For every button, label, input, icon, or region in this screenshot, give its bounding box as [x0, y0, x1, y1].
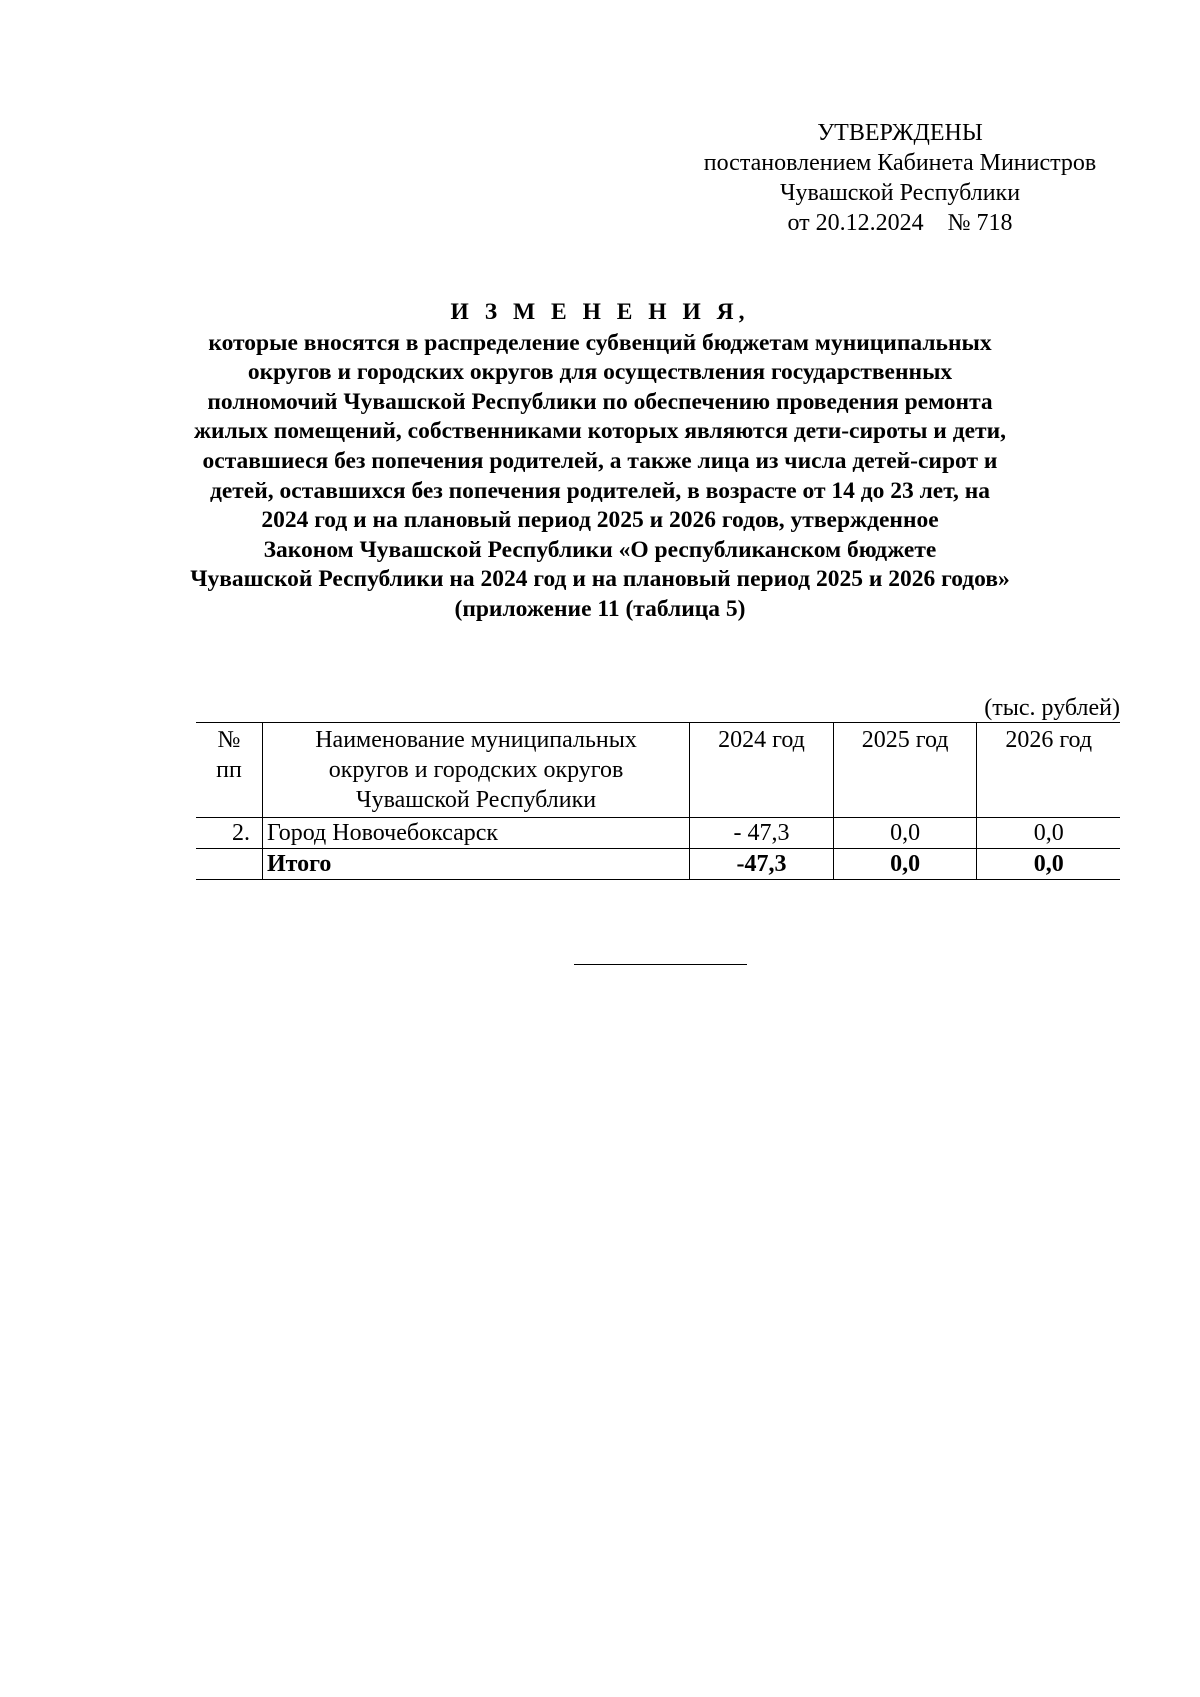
header-year-2026: 2026 год — [977, 723, 1120, 818]
row-value-2025: 0,0 — [833, 818, 977, 849]
header-year-2025: 2025 год — [833, 723, 977, 818]
subvention-table — [196, 722, 1120, 880]
header-name-line: округов и городских округов — [328, 757, 624, 783]
row-value-2026: 0,0 — [977, 818, 1120, 849]
header-number-symbol: № — [217, 727, 241, 753]
title-line: которые вносятся в распределение субвенций бюджетам муниципальных — [208, 329, 992, 356]
approval-line-date-number: от 20.12.2024 № 718 — [787, 210, 1013, 236]
document-heading: И З М Е Н Е Н И Я, — [450, 299, 750, 325]
header-name-line: Наименование муниципальных — [315, 727, 637, 753]
title-line: оставшиеся без попечения родителей, а также лица из числа детей-сирот и — [202, 447, 998, 474]
header-year-2024: 2024 год — [690, 723, 834, 818]
total-label: Итого — [262, 849, 689, 880]
title-line: жилых помещений, собственниками которых являются дети-сироты и дети, — [193, 418, 1006, 445]
row-municipality-name: Город Новочебоксарск — [262, 818, 689, 849]
row-number: 2. — [196, 818, 262, 849]
total-value-2026: 0,0 — [977, 849, 1120, 880]
total-number — [196, 849, 262, 880]
header-name-line: Чувашской Республики — [356, 787, 597, 813]
title-line: Законом Чувашской Республики «О республиканском бюджете — [263, 536, 937, 563]
total-value-2024: -47,3 — [690, 849, 834, 880]
table-row — [196, 818, 1120, 849]
title-line: Чувашской Республики на 2024 год и на плановый период 2025 и 2026 годов» — [190, 566, 1010, 593]
header-name — [262, 723, 689, 818]
title-line: округов и городских округов для осуществления государственных — [247, 359, 953, 386]
header-number-pp: пп — [216, 757, 242, 783]
table-total-row — [196, 849, 1120, 880]
document-title-block — [150, 298, 1050, 625]
title-line: 2024 год и на плановый период 2025 и 2026 годов, утвержденное — [261, 507, 939, 534]
approval-line-republic: Чувашской Республики — [779, 180, 1021, 206]
approval-line-approved: УТВЕРЖДЕНЫ — [817, 120, 983, 146]
units-label: (тыс. рублей) — [984, 695, 1120, 721]
title-line: полномочий Чувашской Республики по обеспечению проведения ремонта — [207, 388, 993, 415]
approval-line-resolution: постановлением Кабинета Министров — [703, 150, 1097, 176]
total-value-2025: 0,0 — [833, 849, 977, 880]
title-line: (приложение 11 (таблица 5) — [454, 595, 746, 622]
approval-stamp-block — [680, 118, 1120, 238]
header-number — [196, 723, 262, 818]
row-value-2024: - 47,3 — [690, 818, 834, 849]
title-line: детей, оставшихся без попечения родителей, в возрасте от 14 до 23 лет, на — [209, 477, 991, 504]
table-header-row — [196, 723, 1120, 818]
end-of-document-divider — [574, 964, 747, 965]
